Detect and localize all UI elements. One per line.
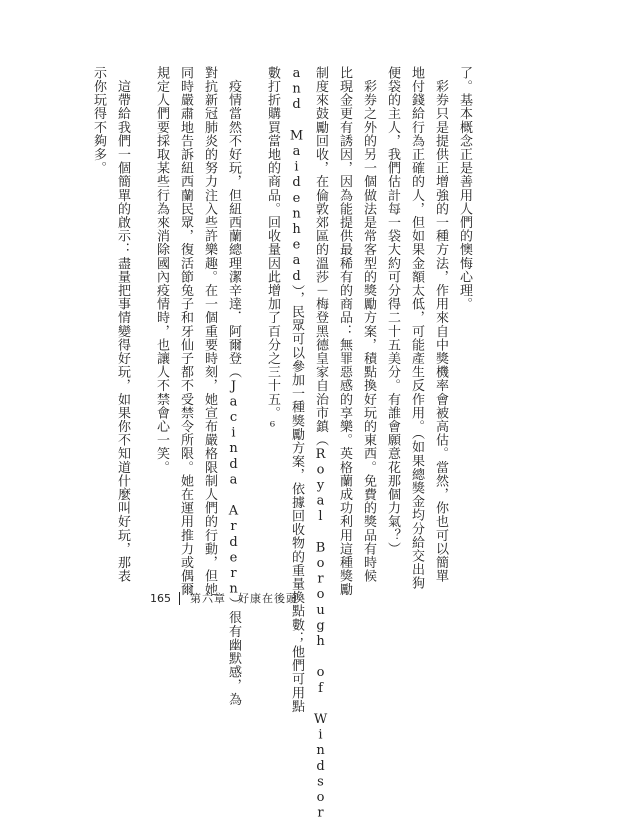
- text-column: 規定人們要採取某些行為來消除國內疫情時，也讓人不禁會心一笑。: [154, 66, 169, 474]
- text-column: 了。基本概念正是善用人們的懊悔心理。: [457, 66, 472, 311]
- text-column: 比現金更有誘因，因為能提供最稀有的商品：無罪惡感的享樂。英格蘭成功利用這種獎勵: [337, 66, 352, 597]
- text-column: 彩券之外的另一個做法是常客型的獎勵方案，積點換好玩的東西。免費的獎品有時候: [361, 66, 376, 583]
- paragraph-gap: [248, 66, 258, 586]
- paragraph-gap: [137, 66, 147, 586]
- text-column: 這帶給我們一個簡單的啟示：盡量把事情變得好玩，如果你不知道什麼叫好玩，那表: [115, 66, 130, 583]
- text-column: 便袋的主人，我們估計每一袋大約可分得二十五美分。有誰會願意花那個力氣？）: [385, 66, 400, 556]
- page-footer: [150, 590, 298, 606]
- page-number: 165: [150, 592, 180, 605]
- text-column: 數打折購買當地的商品。回收量因此增加了百分之三十五。⁶: [265, 66, 280, 436]
- text-column: 同時嚴肅地告訴紐西蘭民眾，復活節兔子和牙仙子都不受禁令所限。她在運用推力或偶爾: [178, 66, 193, 597]
- chapter-title: 第六章 好康在後頭: [190, 592, 298, 605]
- text-column: 地付錢給行為正確的人，但如果金額太低，可能產生反作用。（如果總獎金均分給交出狗: [409, 66, 424, 590]
- text-column: 示你玩得不夠多。: [91, 66, 106, 175]
- text-column: 對抗新冠肺炎的努力注入些許樂趣。在一個重要時刻，她宣布嚴格限制人們的行動，但她: [202, 66, 217, 597]
- text-column: and Maidenhead），民眾可以參加一種獎勵方案，依據回收物的重量換點數；他們可用點: [289, 66, 304, 714]
- text-column: 制度來鼓勵回收，在倫敦郊區的溫莎－梅登黑德皇家自治市鎮（Royal Borough of Windsor: [313, 66, 328, 821]
- text-column: 疫情當然不好玩，但紐西蘭總理潔辛達．阿爾登（Jacinda Ardern）很有幽默感，為: [226, 66, 241, 706]
- text-column: 彩券只是提供正增強的一種方法，作用來自中獎機率會被高估。當然，你也可以簡單: [433, 66, 448, 583]
